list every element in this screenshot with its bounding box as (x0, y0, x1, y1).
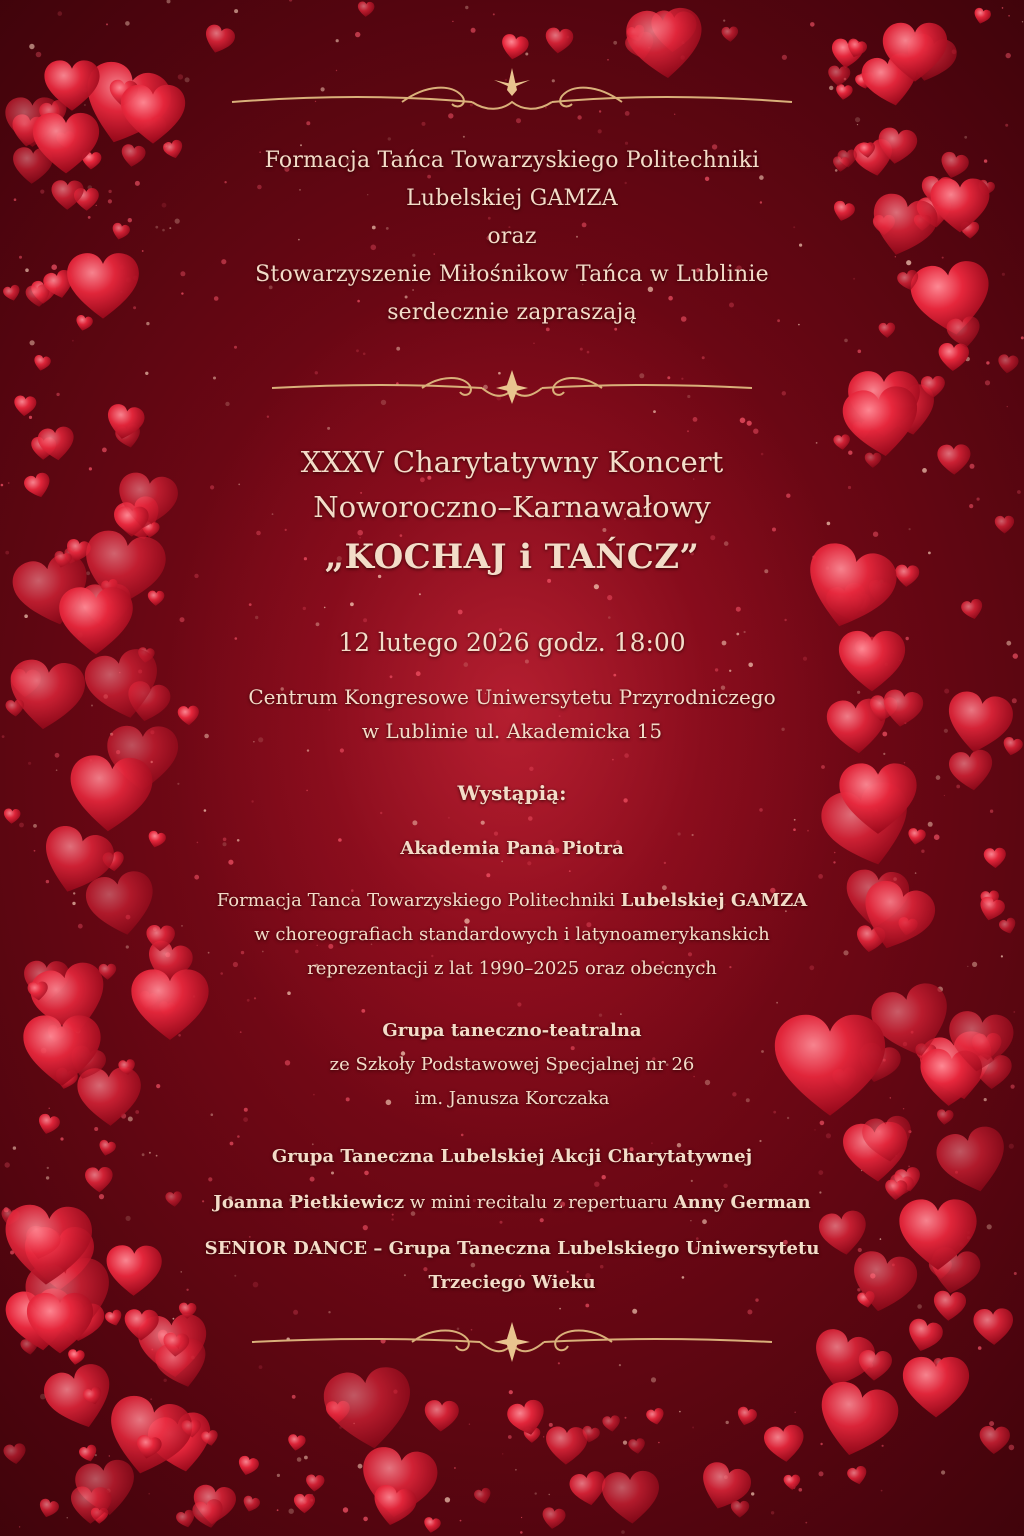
performer-2-line-3: reprezentacji z lat 1990–2025 oraz obecnych (307, 958, 717, 979)
performer-3 (0, 1014, 1024, 1116)
heart-icon (880, 20, 950, 84)
middle-ornament (212, 358, 812, 420)
heart-icon (12, 394, 38, 418)
performer-6 (0, 1232, 1024, 1300)
venue-line-2: w Lublinie ul. Akademicka 15 (361, 719, 663, 743)
bottom-ornament (212, 1312, 812, 1374)
heart-icon (161, 1331, 191, 1359)
heart-icon (367, 1481, 421, 1532)
heart-icon (498, 31, 532, 63)
venue-block (0, 680, 1024, 748)
performer-5-desc: w mini recitalu z repertuaru (404, 1192, 674, 1213)
heart-icon (644, 1406, 666, 1427)
performer-6-line-2: Trzeciego Wieku (428, 1272, 596, 1293)
event-block (0, 440, 1024, 585)
heart-icon (235, 1453, 261, 1478)
heart-icon (783, 1474, 802, 1491)
heart-icon (180, 1418, 203, 1439)
performer-2 (0, 884, 1024, 986)
heart-icon (68, 1484, 113, 1526)
performer-3-line-3: im. Janusza Korczaka (414, 1088, 610, 1109)
heart-icon (240, 1494, 262, 1515)
heart-icon (122, 1307, 160, 1342)
heart-icon (900, 1354, 972, 1420)
heart-icon (316, 1360, 421, 1459)
heart-icon (422, 1516, 443, 1535)
heart-icon (472, 1486, 494, 1507)
heart-icon (540, 1505, 568, 1531)
heart-icon (147, 590, 166, 607)
performer-3-line-1: Grupa taneczno-teatralna (382, 1020, 642, 1041)
heart-icon (959, 597, 986, 623)
heart-icon (2, 807, 21, 825)
invitation-line: serdecznie zapraszają (387, 300, 637, 325)
performer-2-name: Lubelskiej GAMZA (620, 890, 808, 911)
heart-icon (36, 1496, 62, 1520)
hosts-block (0, 142, 1024, 332)
heart-icon (103, 1308, 125, 1329)
heart-icon (42, 58, 102, 113)
heart-icon (200, 1428, 221, 1448)
heart-icon (31, 353, 52, 373)
performers-heading: Wystąpią: (457, 781, 567, 805)
heart-icon (422, 1398, 461, 1434)
heart-icon (293, 1493, 316, 1514)
host-conjunction: oraz (487, 224, 537, 249)
event-name-line-2: Noworoczno–Karnawałowy (313, 490, 711, 524)
performer-5-line (0, 1186, 1024, 1220)
heart-icon (304, 1473, 326, 1493)
heart-icon (199, 21, 238, 59)
heart-icon (971, 1306, 1015, 1347)
event-title: „KOCHAJ i TAŃCZ” (324, 537, 700, 577)
heart-icon (721, 26, 740, 43)
performer-1 (0, 832, 1024, 866)
performer-6-line-1: SENIOR DANCE – Grupa Taneczna Lubelskiego Uniwersytetu (204, 1238, 820, 1259)
performers-heading-block (0, 776, 1024, 810)
heart-icon (977, 1424, 1012, 1456)
heart-icon (996, 353, 1020, 376)
heart-icon (807, 1374, 906, 1468)
performer-2-desc: Formacja Tanca Towarzyskiego Politechniki (216, 890, 621, 911)
venue-line-1: Centrum Kongresowe Uniwersytetu Przyrodniczego (248, 685, 776, 709)
performer-3-line-2: ze Szkoły Podstawowej Specjalnej nr 26 (329, 1054, 695, 1075)
host-line-1: Formacja Tańca Towarzyskiego Politechniki (264, 148, 760, 173)
performer-5 (0, 1186, 1024, 1220)
heart-icon (178, 1302, 198, 1320)
heart-icon (920, 375, 946, 399)
heart-icon (102, 401, 148, 445)
heart-icon (118, 82, 188, 146)
heart-icon (734, 1404, 760, 1428)
host-line-2: Lubelskiej GAMZA (406, 186, 618, 211)
heart-icon (845, 1464, 870, 1488)
heart-icon (601, 1414, 622, 1434)
heart-icon (627, 1437, 647, 1456)
heart-icon (2, 1442, 29, 1467)
heart-icon (286, 1433, 307, 1453)
heart-icon (761, 1422, 808, 1466)
event-name-line-1: XXXV Charytatywny Koncert (300, 445, 724, 479)
performer-5-name: Joanna Pietkiewicz (213, 1192, 405, 1213)
event-datetime: 12 lutego 2026 godz. 18:00 (338, 628, 686, 657)
heart-icon (543, 26, 576, 57)
heart-icon (856, 1348, 894, 1384)
heart-icon (826, 64, 851, 88)
heart-icon (357, 1, 376, 18)
heart-icon (599, 1467, 664, 1527)
performer-4-name: Grupa Taneczna Lubelskiej Akcji Charytatywnej (271, 1146, 753, 1167)
performer-2-line-2: w choreografiach standardowych i latynoamerykanskich (254, 924, 770, 945)
performer-1-name: Akademia Pana Piotra (400, 838, 624, 859)
heart-icon (971, 6, 993, 27)
top-ornament (212, 62, 812, 124)
host-line-3: Stowarzyszenie Miłośnikow Tańca w Lublinie (255, 262, 769, 287)
heart-icon (133, 1433, 164, 1463)
performer-5-artist: Anny German (673, 1192, 811, 1213)
performer-4 (0, 1140, 1024, 1174)
event-datetime-block (0, 628, 1024, 657)
performer-2-line-1 (0, 884, 1024, 918)
